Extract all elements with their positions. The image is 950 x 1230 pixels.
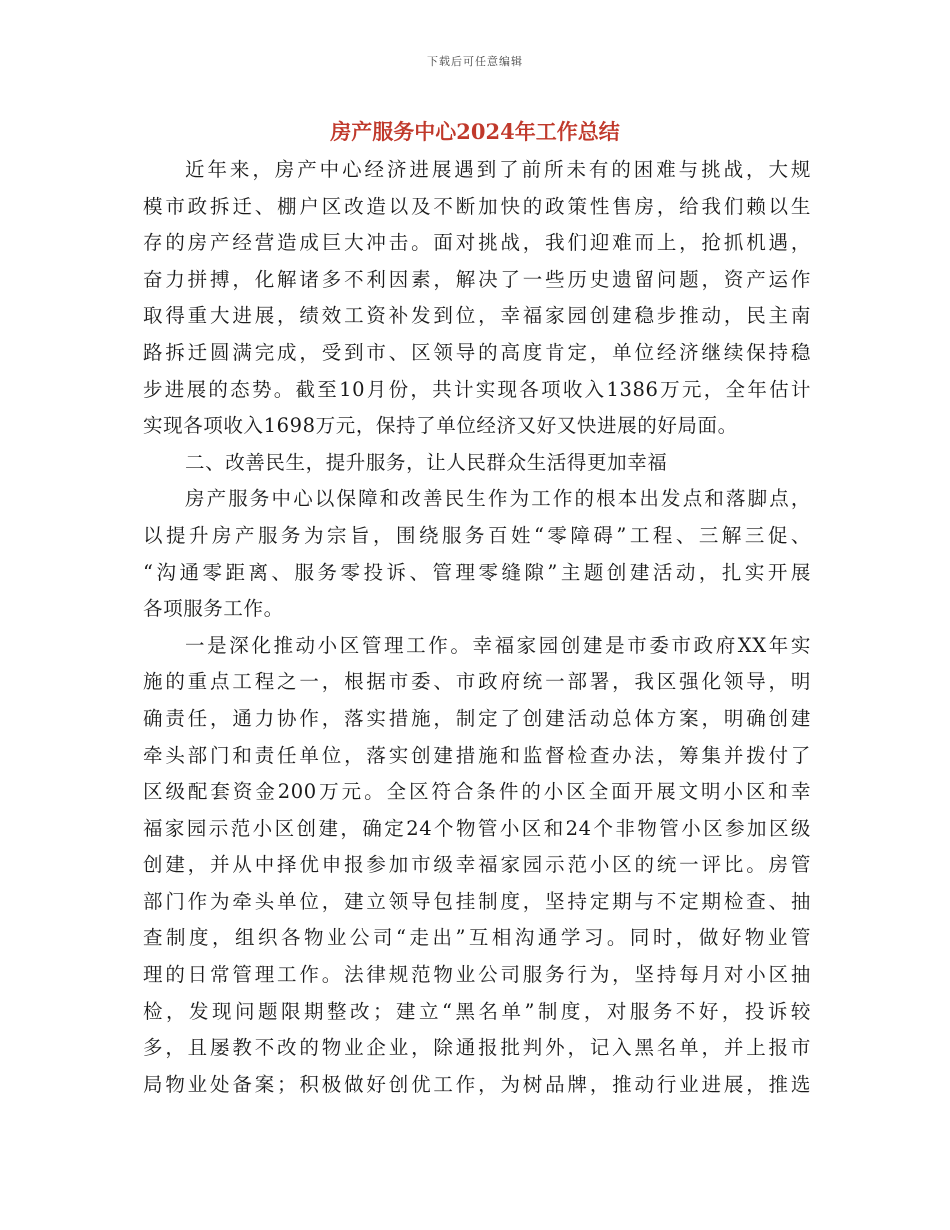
paragraph-line: 路拆迁圆满完成，受到市、区领导的高度肯定，单位经济继续保持稳 — [143, 340, 811, 364]
paragraph-line: 多，且屡教不改的物业企业，除通报批判外，记入黑名单，并上报市 — [143, 1036, 811, 1060]
paragraph-line: 局物业处备案；积极做好创优工作，为树品牌，推动行业进展，推选 — [143, 1072, 811, 1096]
paragraph-line: 近年来，房产中心经济进展遇到了前所未有的困难与挑战，大规 — [185, 158, 811, 181]
paragraph-line: 取得重大进展，绩效工资补发到位，幸福家园创建稳步推动，民主南 — [143, 304, 811, 328]
paragraph-line: 存的房产经营造成巨大冲击。面对挑战，我们迎难而上，抢抓机遇， — [143, 231, 811, 255]
paragraph-line: 施的重点工程之一，根据市委、市政府统一部署，我区强化领导，明 — [143, 670, 811, 694]
paragraph-line: 一是深化推动小区管理工作。幸福家园创建是市委市政府XX年实 — [185, 633, 811, 657]
paragraph-line: 模市政拆迁、棚户区改造以及不断加快的政策性售房，给我们赖以生 — [143, 194, 811, 218]
paragraph-line: 房产服务中心以保障和改善民生作为工作的根本出发点和落脚点， — [185, 487, 811, 511]
paragraph-line: 部门作为牵头单位，建立领导包挂制度，坚持定期与不定期检查、抽 — [143, 889, 811, 913]
paragraph-line: 理的日常管理工作。法律规范物业公司服务行为，坚持每月对小区抽 — [143, 963, 811, 987]
paragraph-line: 检，发现问题限期整改；建立“黑名单”制度，对服务不好，投诉较 — [143, 999, 811, 1023]
paragraph-line: 各项服务工作。 — [143, 597, 284, 621]
paragraph-line: 区级配套资金200万元。全区符合条件的小区全面开展文明小区和幸 — [143, 780, 811, 804]
paragraph-line: 福家园示范小区创建，确定24个物管小区和24个非物管小区参加区级 — [143, 816, 811, 840]
paragraph-line: 查制度，组织各物业公司“走出”互相沟通学习。同时，做好物业管 — [143, 926, 811, 950]
paragraph-line: “沟通零距离、服务零投诉、管理零缝隙”主题创建活动，扎实开展 — [143, 560, 811, 584]
paragraph-line: 创建，并从中择优申报参加市级幸福家园示范小区的统一评比。房管 — [143, 853, 811, 877]
header-note: 下载后可任意编辑 — [427, 55, 523, 68]
document-body — [143, 152, 811, 1103]
paragraph-line: 以提升房产服务为宗旨，围绕服务百姓“零障碍”工程、三解三促、 — [143, 523, 811, 547]
paragraph-line: 确责任，通力协作，落实措施，制定了创建活动总体方案，明确创建 — [143, 706, 811, 730]
paragraph-line: 实现各项收入1698万元，保持了单位经济又好又快进展的好局面。 — [143, 414, 738, 438]
paragraph-line: 牵头部门和责任单位，落实创建措施和监督检查办法，筹集并拨付了 — [143, 743, 811, 767]
paragraph-line: 奋力拼搏，化解诸多不利因素，解决了一些历史遗留问题，资产运作 — [143, 267, 811, 291]
paragraph-line: 步进展的态势。截至10月份，共计实现各项收入1386万元，全年估计 — [143, 377, 811, 401]
section-heading: 二、改善民生，提升服务，让人民群众生活得更加幸福 — [185, 450, 668, 474]
document-title: 房产服务中心2024年工作总结 — [330, 119, 620, 144]
